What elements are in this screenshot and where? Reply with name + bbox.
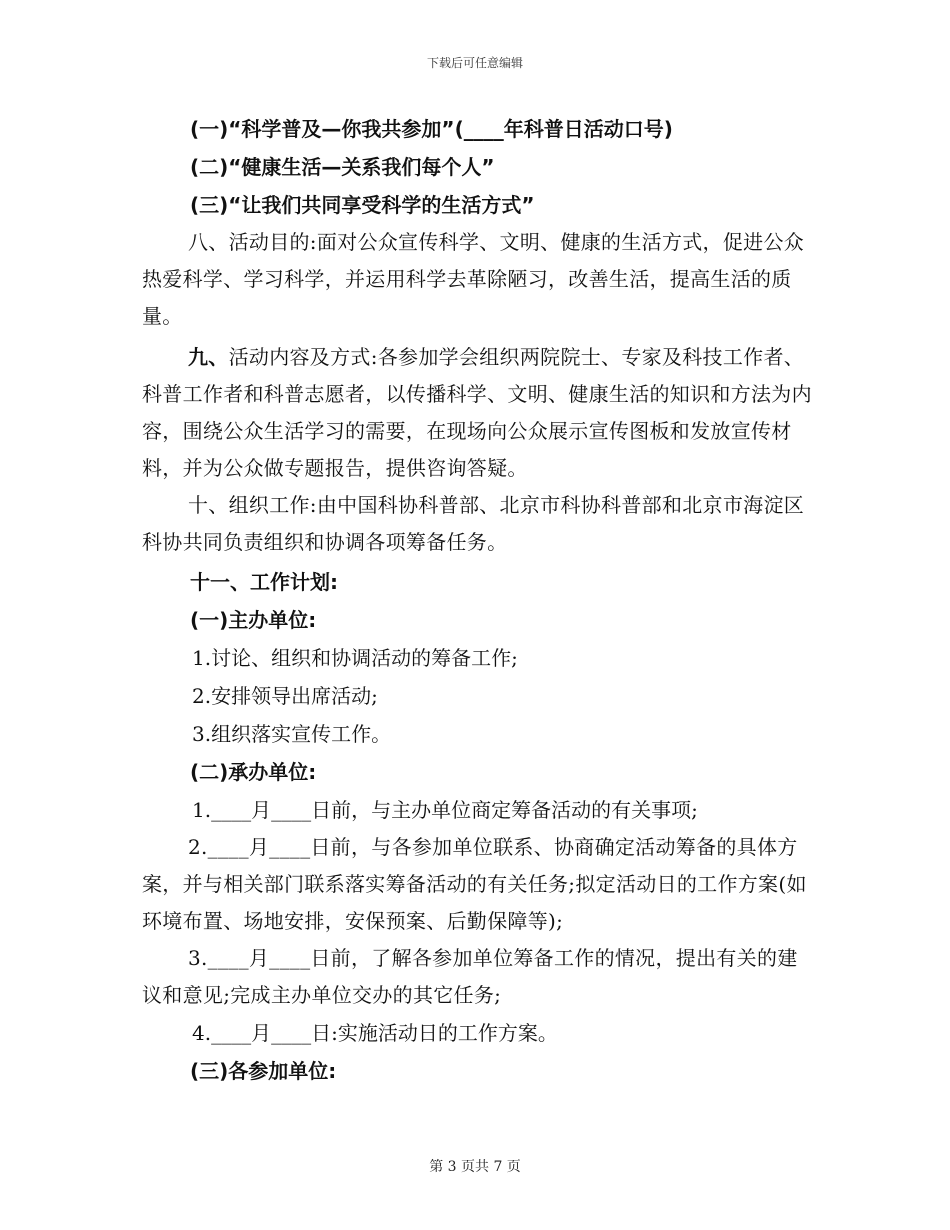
organization-work: 十、组织工作:由中国科协科普部、北京市科协科普部和北京市海淀区科协共同负责组织和协调各项筹备任务。 bbox=[142, 493, 805, 554]
host-item-1: 1.讨论、组织和协调活动的筹备工作; bbox=[192, 646, 518, 670]
slogan-2: (二)“健康生活—关系我们每个人” bbox=[190, 155, 495, 179]
work-plan-heading: 十一、工作计划: bbox=[190, 570, 338, 594]
slogan-3: (三)“让我们共同享受科学的生活方式” bbox=[190, 193, 535, 217]
organizer-item-3: 3.____月____日前，了解各参加单位筹备工作的情况，提出有关的建议和意见;完成主办单位交办的其它任务; bbox=[142, 946, 798, 1007]
organizer-item-2: 2.____月____日前，与各参加单位联系、协商确定活动筹备的具体方案，并与相关部门联系落实筹备活动的有关任务;拟定活动日的工作方案(如环境布置、场地安排，安保预案、后勤保障等); bbox=[142, 835, 807, 933]
document-body bbox=[142, 108, 812, 1090]
activity-content-text: 活动内容及方式:各参加学会组织两院院士、专家及科技工作者、科普工作者和科普志愿者，以传播科学、文明、健康生活的知识和方法为内容，围绕公众生活学习的需要，在现场向公众展示宣传图板和发放宣传材料，并为公众做专题报告，提供咨询答疑。 bbox=[142, 345, 812, 480]
participants-heading: (三)各参加单位: bbox=[190, 1059, 337, 1083]
host-item-3: 3.组织落实宣传工作。 bbox=[192, 722, 392, 746]
activity-content bbox=[142, 339, 812, 487]
page-footer: 第 3 页共 7 页 bbox=[429, 1159, 521, 1175]
activity-content-label: 九、 bbox=[188, 345, 229, 369]
slogan-1: (一)“科学普及—你我共参加”(____年科普日活动口号) bbox=[190, 117, 673, 141]
organizer-item-1: 1.____月____日前，与主办单位商定筹备活动的有关事项; bbox=[192, 798, 698, 822]
organizer-item-4: 4.____月____日:实施活动日的工作方案。 bbox=[192, 1021, 558, 1045]
host-item-2: 2.安排领导出席活动; bbox=[192, 684, 378, 708]
page-header: 下载后可任意编辑 bbox=[426, 56, 523, 70]
activity-purpose: 八、活动目的:面对公众宣传科学、文明、健康的生活方式，促进公众热爱科学、学习科学，并运用科学去革除陋习，改善生活，提高生活的质量。 bbox=[142, 230, 805, 328]
organizer-heading: (二)承办单位: bbox=[190, 760, 317, 784]
host-heading: (一)主办单位: bbox=[190, 608, 317, 632]
